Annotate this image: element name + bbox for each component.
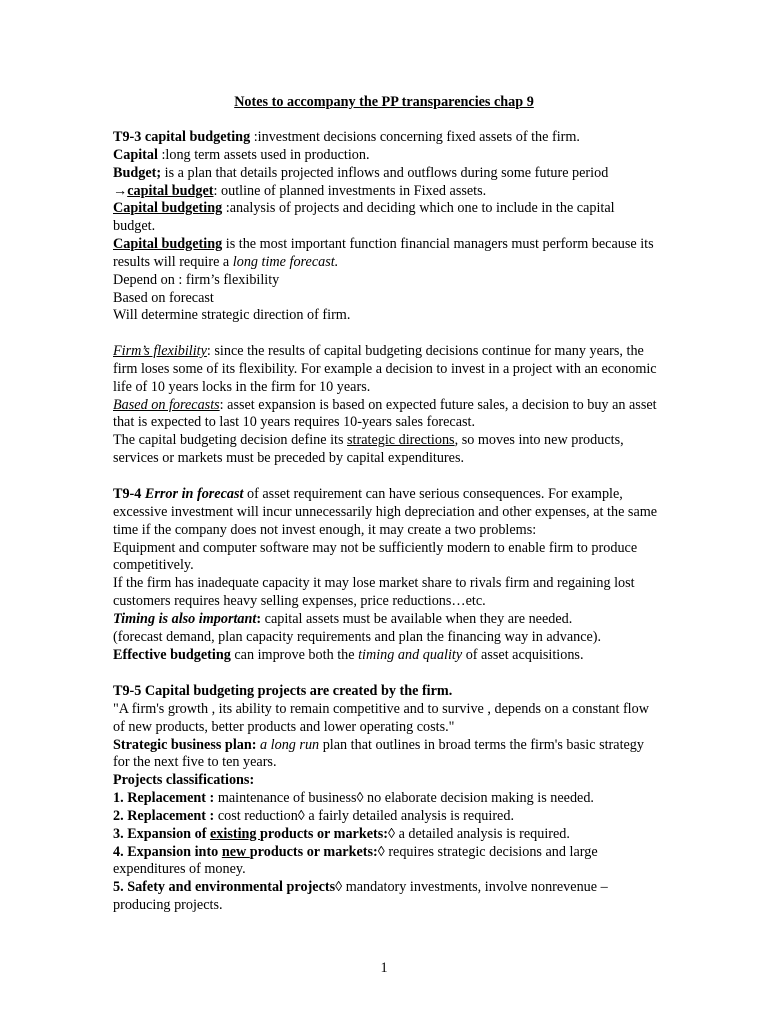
term: Capital: [113, 146, 158, 163]
term: Capital budgeting: [113, 236, 223, 253]
term: Timing is also important: [113, 610, 257, 627]
paragraph: Strategic business plan: a long run plan that outlines in broad terms the firm's basic strategy for the next five to ten years.: [113, 736, 644, 771]
paragraph: If the firm has inadequate capacity it may lose market share to rivals firm and regaining lost customers requires heavy selling expenses, price reductions…etc.: [113, 575, 635, 610]
definition: :analysis of projects and deciding which one to include in the capital budget.: [113, 200, 615, 235]
paragraph: The capital budgeting decision define its strategic directions, so moves into new products, services or markets must be preceded by capital expenditures.: [113, 432, 624, 467]
section-capital-budgeting-definitions: [113, 129, 658, 325]
term: T9-3 capital budgeting: [113, 129, 251, 145]
definition: is a plan that details projected inflows and outflows during some future period: [161, 164, 609, 181]
section-flexibility-forecast: [113, 343, 658, 468]
section-projects: [113, 683, 658, 915]
paragraph: Effective budgeting can improve both the timing and quality of asset acquisitions.: [113, 646, 584, 663]
paragraph: [113, 129, 658, 147]
definition: is the most important function financial managers must perform because its results will require a: [113, 236, 654, 270]
paragraph: T9-4 Error in forecast of asset requirement can have serious consequences. For example, excessive investment will incur unnecessarily high depreciation and other expenses, at the same time if the company does not invest enough, it may create a two problems:: [113, 486, 658, 538]
emphasis: strategic directions: [347, 432, 455, 449]
page-number: 1: [380, 960, 388, 976]
definition: : asset expansion is based on expected future sales, a decision to buy an asset that is expected to last 10 years requires 10-years sales forecast.: [113, 396, 657, 431]
term: Strategic business plan:: [113, 736, 257, 753]
paragraph: Based on forecast: [113, 289, 214, 306]
definition: :long term assets used in production.: [157, 146, 370, 163]
definition: :investment decisions concerning fixed assets of the firm.: [250, 129, 580, 145]
term: capital budget: [127, 182, 214, 199]
paragraph: [113, 200, 658, 236]
list-item: 5. Safety and environmental projects◊ mandatory investments, involve nonrevenue –producing projects.: [113, 879, 608, 914]
term: Effective budgeting: [113, 646, 231, 663]
term: Capital budgeting: [113, 200, 223, 217]
list-item: 3. Expansion of existing products or markets:◊ a detailed analysis is required.: [113, 825, 570, 842]
paragraph: Depend on : firm’s flexibility: [113, 271, 280, 288]
section-heading: T9-5 Capital budgeting projects are created by the firm.: [113, 683, 453, 699]
list-item: 4. Expansion into new products or markets:◊ requires strategic decisions and large expenditures of money.: [113, 843, 598, 878]
list-item: 2. Replacement : cost reduction◊ a fairly detailed analysis is required.: [113, 807, 514, 824]
classifications-heading: Projects classifications:: [113, 772, 255, 789]
term: Budget;: [113, 164, 162, 181]
paragraph: Timing is also important: capital assets must be available when they are needed.: [113, 610, 573, 627]
term: Firm’s flexibility: [113, 343, 207, 359]
definition: : since the results of capital budgeting decisions continue for many years, the firm loses some of its flexibility. For example a decision to invest in a project with an economic life of 10 years locks in the firm for 10 years.: [113, 343, 657, 395]
paragraph: [113, 165, 658, 183]
emphasis: a long run: [256, 736, 320, 753]
term: Error in forecast: [144, 486, 244, 502]
paragraph: [113, 147, 658, 165]
paragraph: Will determine strategic direction of firm.: [113, 307, 351, 324]
arrow-icon: →: [113, 182, 128, 199]
emphasis: long time forecast.: [232, 253, 339, 270]
term: Based on forecasts: [113, 396, 220, 413]
page-title: Notes to accompany the PP transparencies chap 9: [234, 94, 534, 110]
paragraph: [113, 343, 658, 397]
quote: "A firm's growth , its ability to remain competitive and to survive , depends on a constant flow of new products, better products and lower operating costs.": [113, 700, 649, 735]
section-label: T9-4: [113, 486, 145, 502]
definition: : outline of planned investments in Fixed assets.: [213, 182, 487, 199]
paragraph: [113, 236, 658, 272]
paragraph: [113, 183, 658, 201]
section-error-in-forecast: [113, 486, 658, 664]
paragraph: (forecast demand, plan capacity requirements and plan the financing way in advance).: [113, 628, 602, 645]
list-item: 1. Replacement : maintenance of business◊ no elaborate decision making is needed.: [113, 790, 594, 807]
paragraph: Equipment and computer software may not be sufficiently modern to enable firm to produce competitively.: [113, 539, 638, 574]
paragraph: [113, 397, 658, 433]
emphasis: timing and quality: [358, 646, 463, 663]
